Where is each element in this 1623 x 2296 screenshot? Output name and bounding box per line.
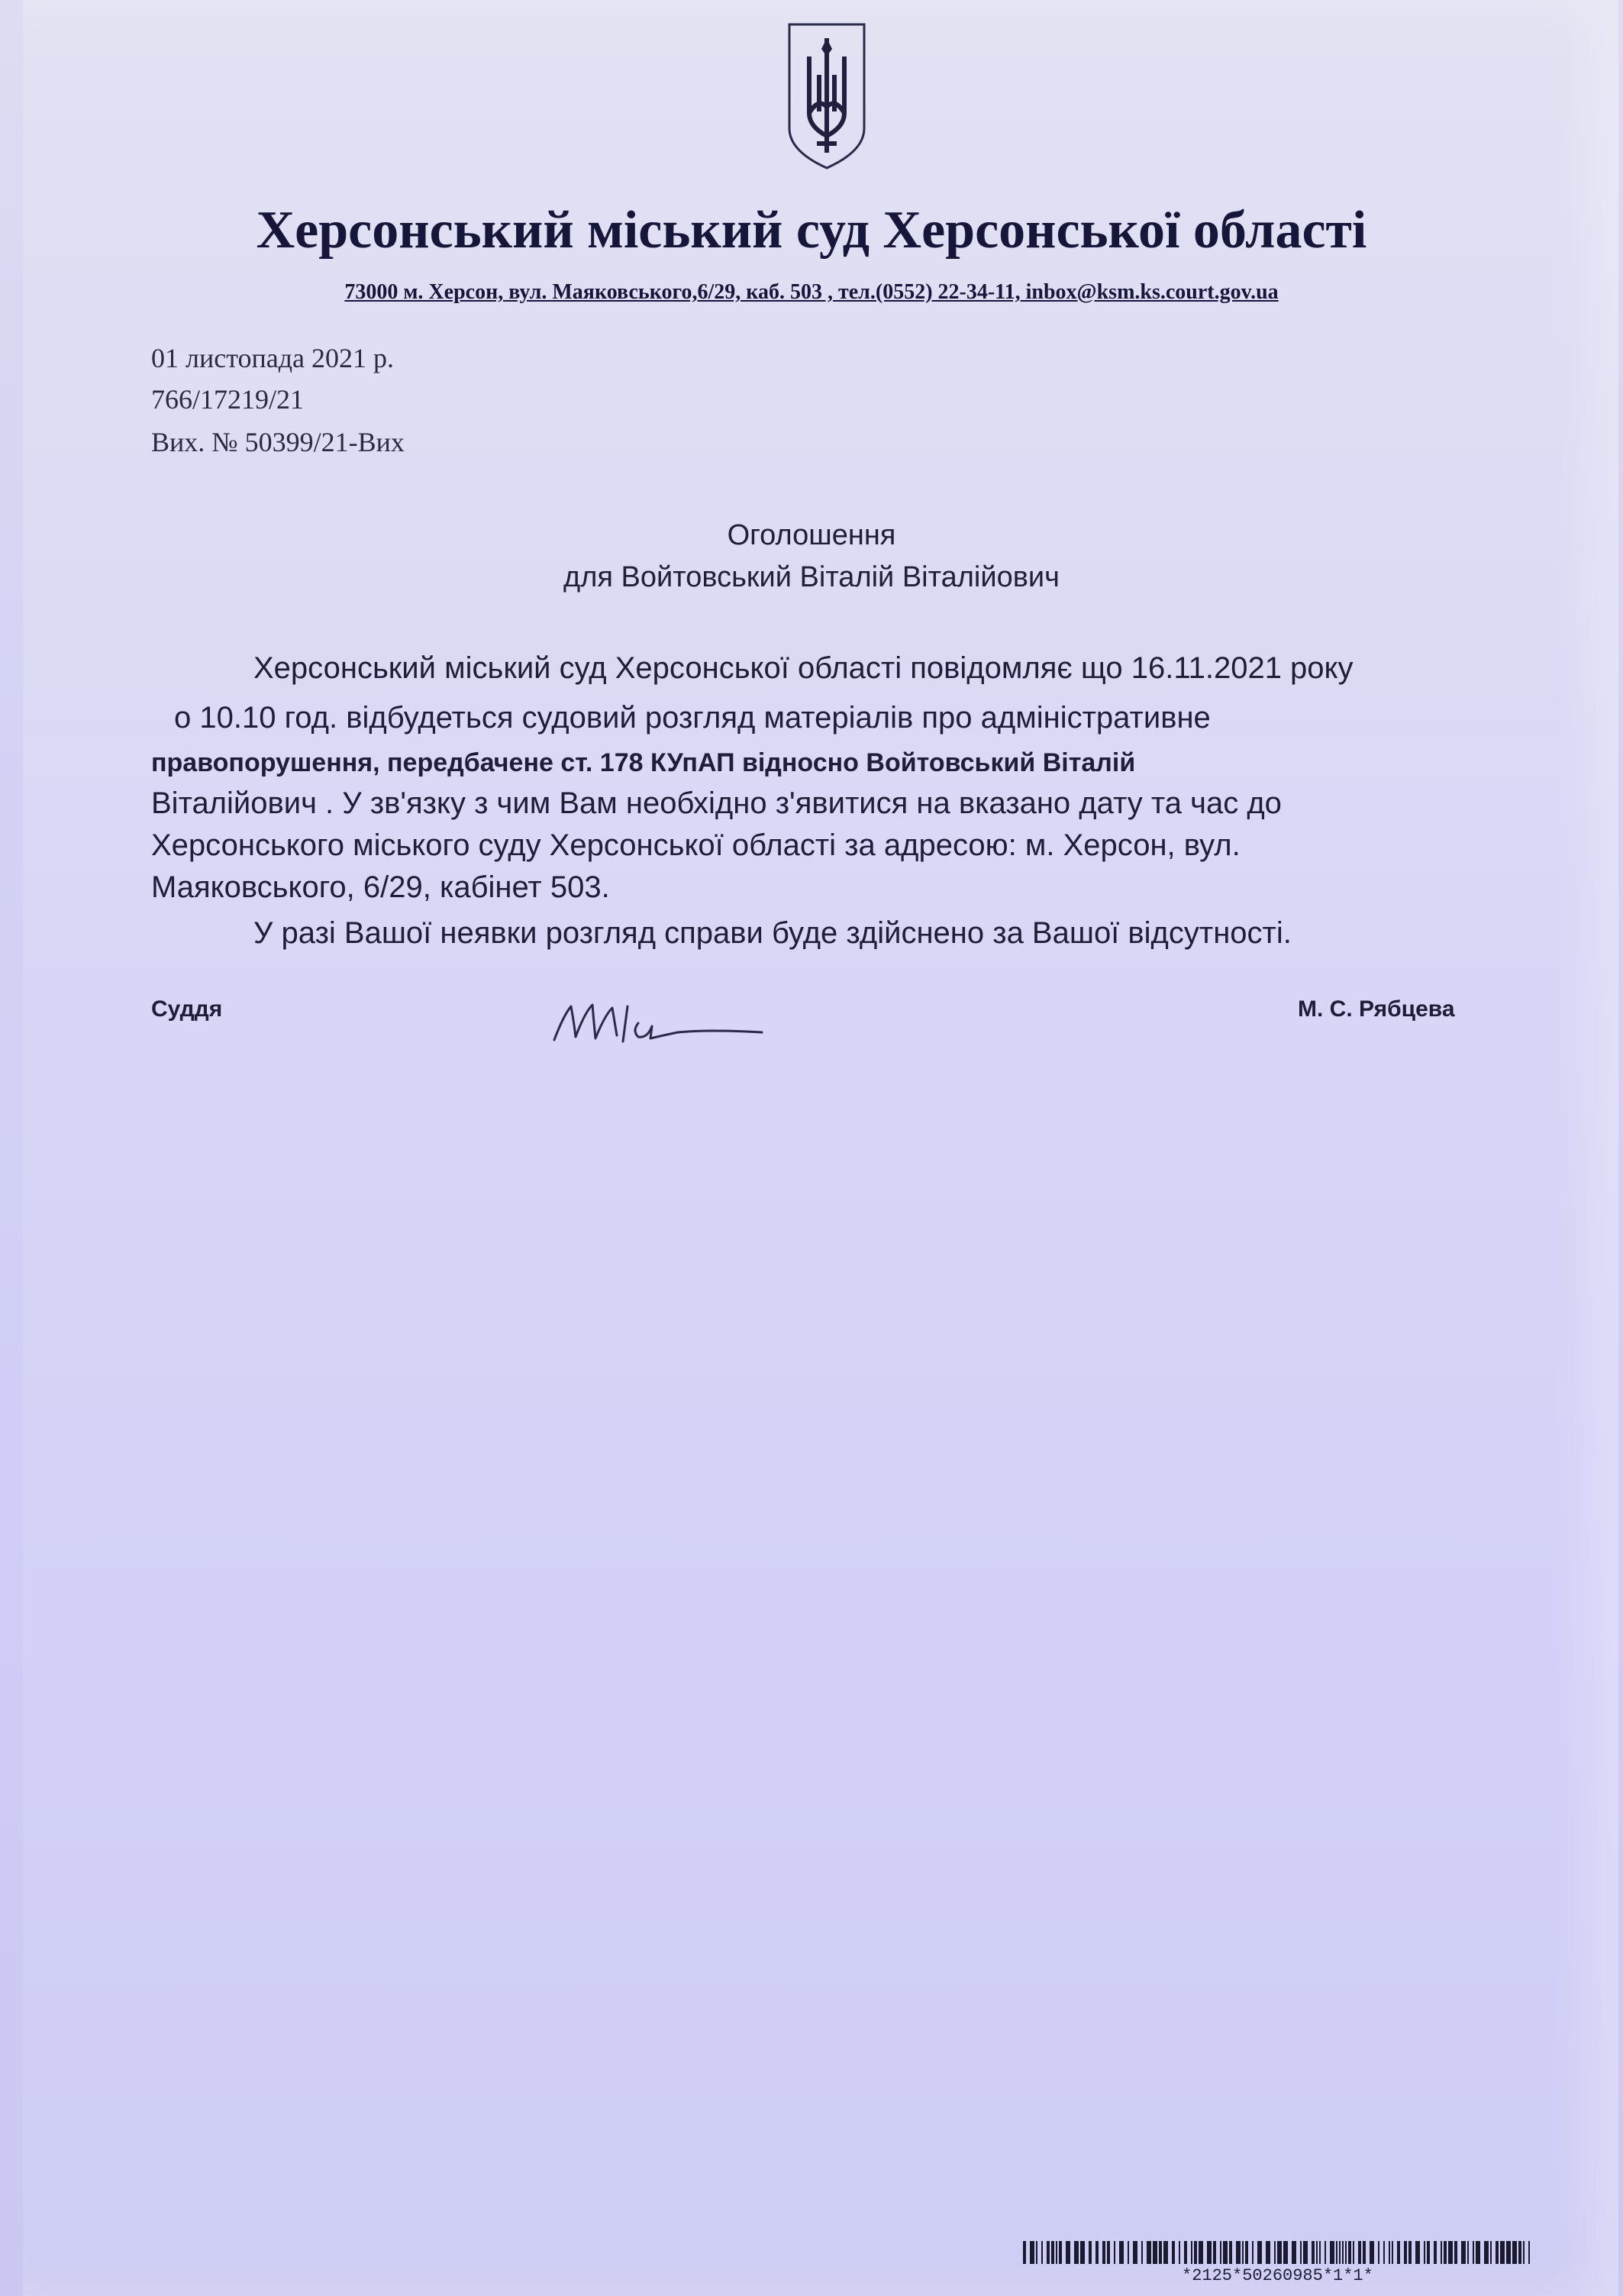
barcode-bar <box>1257 2241 1262 2264</box>
barcode-bar <box>1107 2241 1110 2264</box>
barcode-bar <box>1141 2241 1143 2264</box>
barcode-bar <box>1383 2241 1385 2264</box>
barcode-bar <box>1518 2241 1521 2264</box>
barcode-bar <box>1213 2241 1216 2264</box>
document-date: 01 листопада 2021 р. <box>151 343 395 373</box>
barcode-bar <box>1523 2241 1525 2264</box>
barcode-bar <box>1179 2241 1180 2264</box>
barcode-bar <box>1319 2241 1321 2264</box>
barcode-bar <box>1023 2241 1026 2264</box>
barcode-bar <box>1220 2241 1221 2264</box>
barcode-bar <box>1047 2241 1050 2264</box>
barcode-bar <box>1199 2241 1203 2264</box>
barcode-bar <box>1353 2241 1354 2264</box>
tryzub-icon <box>786 21 867 171</box>
barcode-bar <box>1512 2241 1517 2264</box>
barcode-bar <box>1476 2241 1480 2264</box>
barcode-bar <box>1427 2241 1430 2264</box>
barcode-bar <box>1051 2241 1054 2264</box>
barcode-bar <box>1312 2241 1315 2264</box>
barcode-bar <box>1172 2241 1175 2264</box>
handwritten-signature <box>548 993 770 1054</box>
barcode-bar <box>1303 2241 1308 2264</box>
barcode-bar <box>1378 2241 1379 2264</box>
barcode-bar <box>1500 2241 1505 2264</box>
barcode-bar <box>1415 2241 1420 2264</box>
court-name: Херсонський міський суд Херсонської області <box>256 201 1367 260</box>
barcode-bar <box>1119 2241 1124 2264</box>
barcode-bar <box>1066 2241 1070 2264</box>
barcode-bar <box>1325 2241 1326 2264</box>
barcode-bar <box>1528 2241 1530 2264</box>
barcode-bar <box>1252 2241 1254 2264</box>
body-line-4: Віталійович . У зв'язку з чим Вам необхідно з'явитися на вказано дату та час до <box>151 786 1282 820</box>
barcode-bar <box>1506 2241 1511 2264</box>
barcode-bar <box>1336 2241 1337 2264</box>
outgoing-number: Вих. № 50399/21-Вих <box>151 427 405 457</box>
barcode-bar <box>1163 2241 1168 2264</box>
barcode-bar <box>1102 2241 1105 2264</box>
barcode-bar <box>1316 2241 1318 2264</box>
signature-title: Суддя <box>151 996 223 1022</box>
barcode-bar <box>1245 2241 1248 2264</box>
barcode-bar <box>1159 2241 1162 2264</box>
barcode-bar <box>1292 2241 1296 2264</box>
barcode-bar <box>1223 2241 1228 2264</box>
barcode-bar <box>1363 2241 1366 2264</box>
court-address: 73000 м. Херсон, вул. Маяковського,6/29, каб. 503 , тел.(0552) 22-34-11, inbox@ksm.ks.court.gov.ua <box>344 280 1279 304</box>
barcode-bar <box>1056 2241 1057 2264</box>
barcode-bar <box>1236 2241 1241 2264</box>
barcode-bar <box>1133 2241 1137 2264</box>
judge-name: М. С. Рябцева <box>1298 996 1455 1022</box>
barcode-bar <box>1408 2241 1412 2264</box>
barcode-bar <box>1392 2241 1393 2264</box>
barcode-bar <box>1041 2241 1043 2264</box>
barcode-bar <box>1283 2241 1288 2264</box>
body-line-3: правопорушення, передбачене ст. 178 КУпАП відносно Войтовський Віталій <box>151 748 1136 777</box>
barcode-bar <box>1128 2241 1129 2264</box>
barcode-bar <box>1300 2241 1302 2264</box>
barcode-bar <box>1266 2241 1270 2264</box>
barcode-bar <box>1454 2241 1457 2264</box>
body-line-6: Маяковського, 6/29, кабінет 503. <box>151 870 610 904</box>
barcode-bar <box>1274 2241 1276 2264</box>
barcode-bar <box>1448 2241 1453 2264</box>
barcode-bar <box>1397 2241 1400 2264</box>
body-line-5: Херсонського міського суду Херсонської області за адресою: м. Херсон, вул. <box>151 828 1241 862</box>
barcode-bar <box>1207 2241 1212 2264</box>
barcode-bar <box>1074 2241 1079 2264</box>
body-line-2: о 10.10 год. відбудеться судовий розгляд матеріалів про адміністративне <box>174 701 1211 735</box>
barcode-bar <box>1229 2241 1232 2264</box>
barcode-bar <box>1339 2241 1341 2264</box>
barcode-bar <box>1496 2241 1499 2264</box>
barcode <box>1023 2241 1533 2264</box>
barcode-bar <box>1342 2241 1344 2264</box>
barcode-bar <box>1434 2241 1437 2264</box>
barcode-bar <box>1348 2241 1351 2264</box>
barcode-bar <box>1147 2241 1151 2264</box>
barcode-bar <box>1242 2241 1244 2264</box>
barcode-bar <box>1358 2241 1361 2264</box>
barcode-bar <box>1467 2241 1469 2264</box>
barcode-bar <box>1089 2241 1092 2264</box>
barcode-bar <box>1184 2241 1187 2264</box>
barcode-bar <box>1444 2241 1447 2264</box>
barcode-bar <box>1095 2241 1099 2264</box>
barcode-bar <box>1153 2241 1157 2264</box>
barcode-bar <box>1370 2241 1374 2264</box>
barcode-bar <box>1404 2241 1407 2264</box>
barcode-bar <box>1277 2241 1282 2264</box>
barcode-bar <box>1490 2241 1492 2264</box>
body-line-7: У разі Вашої неявки розгляд справи буде здійснено за Вашої відсутності. <box>253 916 1292 950</box>
barcode-number: *2125*50260985*1*1* <box>1182 2266 1373 2285</box>
barcode-bar <box>1080 2241 1085 2264</box>
barcode-bar <box>1441 2241 1442 2264</box>
barcode-bar <box>1473 2241 1474 2264</box>
notice-title: Оголошення <box>727 519 896 551</box>
barcode-bar <box>1059 2241 1062 2264</box>
barcode-bar <box>1191 2241 1192 2264</box>
barcode-bar <box>1461 2241 1466 2264</box>
barcode-bar <box>1424 2241 1425 2264</box>
barcode-bar <box>1345 2241 1347 2264</box>
notice-recipient: для Войтовський Віталій Віталійович <box>563 561 1060 593</box>
barcode-bar <box>1036 2241 1037 2264</box>
barcode-bar <box>1389 2241 1390 2264</box>
barcode-bar <box>1030 2241 1034 2264</box>
body-line-1: Херсонський міський суд Херсонської області повідомляє що 16.11.2021 року <box>253 651 1354 685</box>
barcode-bar <box>1194 2241 1197 2264</box>
case-number: 766/17219/21 <box>151 384 305 415</box>
barcode-bar <box>1114 2241 1115 2264</box>
barcode-bar <box>1484 2241 1489 2264</box>
barcode-bar <box>1330 2241 1334 2264</box>
